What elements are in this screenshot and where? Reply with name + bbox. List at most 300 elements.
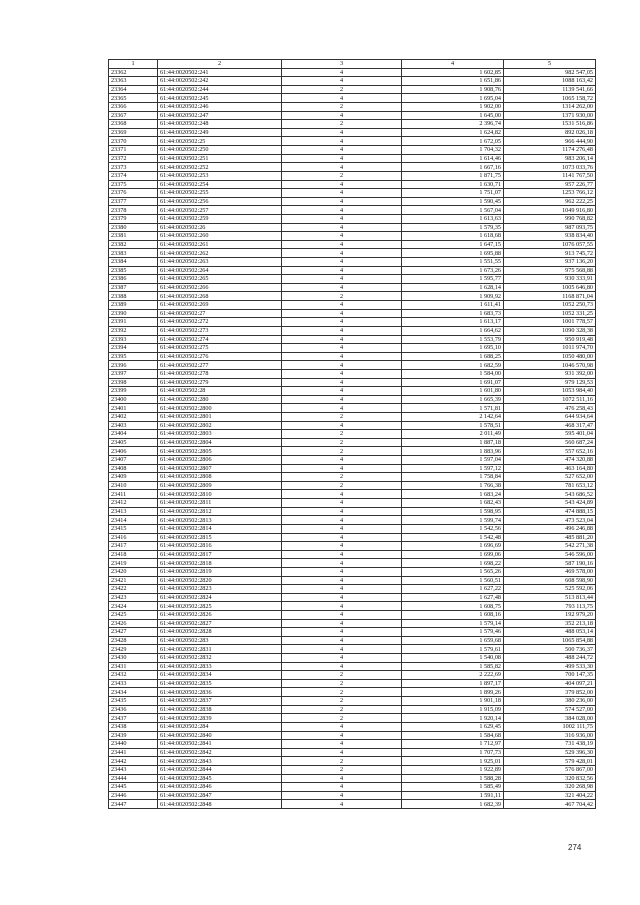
table-row bbox=[109, 120, 596, 129]
table-cell: 4 bbox=[282, 619, 402, 628]
table-cell: 966 444,90 bbox=[504, 137, 596, 146]
table-cell: 1 567,04 bbox=[402, 206, 504, 215]
table-cell: 23364 bbox=[109, 85, 158, 94]
table-cell: 1139 541,66 bbox=[504, 85, 596, 94]
table-cell: 463 164,80 bbox=[504, 464, 596, 473]
table-row bbox=[109, 154, 596, 163]
table-cell: 4 bbox=[282, 369, 402, 378]
table-cell: 892 026,18 bbox=[504, 128, 596, 137]
table-row bbox=[109, 85, 596, 94]
table-cell: 1 920,14 bbox=[402, 714, 504, 723]
table-cell: 23392 bbox=[109, 326, 158, 335]
table-cell: 23422 bbox=[109, 585, 158, 594]
table-row bbox=[109, 68, 596, 77]
table-cell: 1 925,01 bbox=[402, 757, 504, 766]
table-cell: 23382 bbox=[109, 240, 158, 249]
table-row bbox=[109, 232, 596, 241]
table-cell: 1002 111,75 bbox=[504, 722, 596, 731]
table-row bbox=[109, 378, 596, 387]
table-cell: 61:44:0020502:2846 bbox=[158, 783, 282, 792]
table-cell: 61:44:0020502:272 bbox=[158, 318, 282, 327]
table-cell: 61:44:0020502:246 bbox=[158, 103, 282, 112]
table-row bbox=[109, 722, 596, 731]
table-cell: 61:44:0020502:2827 bbox=[158, 619, 282, 628]
table-row bbox=[109, 421, 596, 430]
table-cell: 23374 bbox=[109, 171, 158, 180]
table-body bbox=[109, 68, 596, 808]
table-cell: 2 bbox=[282, 705, 402, 714]
table-cell: 23405 bbox=[109, 438, 158, 447]
table-cell: 4 bbox=[282, 576, 402, 585]
table-cell: 23440 bbox=[109, 740, 158, 749]
table-cell: 4 bbox=[282, 550, 402, 559]
table-cell: 320 832,56 bbox=[504, 774, 596, 783]
table-cell: 61:44:0020502:25 bbox=[158, 137, 282, 146]
table-cell: 1011 974,70 bbox=[504, 344, 596, 353]
table-row bbox=[109, 361, 596, 370]
table-cell: 1 553,79 bbox=[402, 335, 504, 344]
table-cell: 23420 bbox=[109, 567, 158, 576]
table-row bbox=[109, 542, 596, 551]
table-cell: 192 979,20 bbox=[504, 611, 596, 620]
table-cell: 2 bbox=[282, 103, 402, 112]
table-cell: 352 213,18 bbox=[504, 619, 596, 628]
table-cell: 23434 bbox=[109, 688, 158, 697]
table-cell: 2 011,49 bbox=[402, 430, 504, 439]
table-cell: 2 bbox=[282, 438, 402, 447]
table-cell: 23380 bbox=[109, 223, 158, 232]
table-cell: 982 547,05 bbox=[504, 68, 596, 77]
table-cell: 4 bbox=[282, 421, 402, 430]
table-cell: 1531 516,86 bbox=[504, 120, 596, 129]
table-cell: 61:44:0020502:254 bbox=[158, 180, 282, 189]
table-cell: 23431 bbox=[109, 662, 158, 671]
table-cell: 485 881,20 bbox=[504, 533, 596, 542]
table-cell: 61:44:0020502:27 bbox=[158, 309, 282, 318]
table-cell: 23383 bbox=[109, 249, 158, 258]
table-cell: 1072 511,16 bbox=[504, 395, 596, 404]
table-cell: 61:44:0020502:274 bbox=[158, 335, 282, 344]
table-cell: 61:44:0020502:241 bbox=[158, 68, 282, 77]
table-cell: 4 bbox=[282, 249, 402, 258]
table-cell: 61:44:0020502:2836 bbox=[158, 688, 282, 697]
table-row bbox=[109, 137, 596, 146]
table-cell: 61:44:0020502:265 bbox=[158, 275, 282, 284]
table-cell: 1 627,22 bbox=[402, 585, 504, 594]
table-cell: 975 568,88 bbox=[504, 266, 596, 275]
table-cell: 4 bbox=[282, 352, 402, 361]
table-cell: 23384 bbox=[109, 258, 158, 267]
table-cell: 61:44:0020502:2837 bbox=[158, 697, 282, 706]
table-cell: 1 565,26 bbox=[402, 567, 504, 576]
table-cell: 488 053,14 bbox=[504, 628, 596, 637]
table-cell: 23404 bbox=[109, 430, 158, 439]
table-cell: 1 624,82 bbox=[402, 128, 504, 137]
table-cell: 474 320,88 bbox=[504, 456, 596, 465]
table-cell: 731 438,19 bbox=[504, 740, 596, 749]
table-cell: 61:44:0020502:269 bbox=[158, 301, 282, 310]
table-row bbox=[109, 645, 596, 654]
table-row bbox=[109, 679, 596, 688]
table-cell: 1088 163,42 bbox=[504, 77, 596, 86]
table-cell: 1 551,55 bbox=[402, 258, 504, 267]
table-row bbox=[109, 240, 596, 249]
table-cell: 61:44:0020502:242 bbox=[158, 77, 282, 86]
table-cell: 4 bbox=[282, 395, 402, 404]
table-cell: 1 915,09 bbox=[402, 705, 504, 714]
table-cell: 913 745,72 bbox=[504, 249, 596, 258]
table-cell: 61:44:0020502:2845 bbox=[158, 774, 282, 783]
table-cell: 1 613,17 bbox=[402, 318, 504, 327]
table-cell: 23446 bbox=[109, 791, 158, 800]
table-cell: 4 bbox=[282, 559, 402, 568]
table-cell: 1 542,48 bbox=[402, 533, 504, 542]
table-cell: 1053 984,40 bbox=[504, 387, 596, 396]
table-cell: 990 768,82 bbox=[504, 214, 596, 223]
table-cell: 61:44:0020502:26 bbox=[158, 223, 282, 232]
table-cell: 23391 bbox=[109, 318, 158, 327]
table-cell: 316 936,00 bbox=[504, 731, 596, 740]
table-cell: 23436 bbox=[109, 705, 158, 714]
table-row bbox=[109, 464, 596, 473]
table-cell: 4 bbox=[282, 516, 402, 525]
table-row bbox=[109, 550, 596, 559]
table-cell: 23428 bbox=[109, 636, 158, 645]
table-cell: 1049 916,80 bbox=[504, 206, 596, 215]
table-row bbox=[109, 309, 596, 318]
table-cell: 23399 bbox=[109, 387, 158, 396]
table-cell: 61:44:0020502:2805 bbox=[158, 447, 282, 456]
table-cell: 61:44:0020502:278 bbox=[158, 369, 282, 378]
table-row bbox=[109, 671, 596, 680]
table-cell: 1 766,38 bbox=[402, 481, 504, 490]
table-cell: 61:44:0020502:273 bbox=[158, 326, 282, 335]
table-cell: 23369 bbox=[109, 128, 158, 137]
table-row bbox=[109, 748, 596, 757]
table-cell: 4 bbox=[282, 740, 402, 749]
table-cell: 23362 bbox=[109, 68, 158, 77]
table-cell: 4 bbox=[282, 335, 402, 344]
table-cell: 962 222,25 bbox=[504, 197, 596, 206]
table-cell: 1 584,68 bbox=[402, 731, 504, 740]
page-number: 274 bbox=[568, 843, 582, 852]
table-cell: 1 579,46 bbox=[402, 628, 504, 637]
table-row bbox=[109, 335, 596, 344]
table-row bbox=[109, 266, 596, 275]
table-cell: 1052 250,73 bbox=[504, 301, 596, 310]
table-cell: 61:44:0020502:2824 bbox=[158, 593, 282, 602]
table-cell: 61:44:0020502:2831 bbox=[158, 645, 282, 654]
table-cell: 1 887,18 bbox=[402, 438, 504, 447]
table-row bbox=[109, 490, 596, 499]
table-cell: 1 542,56 bbox=[402, 524, 504, 533]
table-cell: 4 bbox=[282, 748, 402, 757]
table-cell: 61:44:0020502:2848 bbox=[158, 800, 282, 809]
table-cell: 2 bbox=[282, 85, 402, 94]
table-row bbox=[109, 714, 596, 723]
table-row bbox=[109, 395, 596, 404]
table-row bbox=[109, 611, 596, 620]
table-cell: 4 bbox=[282, 533, 402, 542]
table-cell: 4 bbox=[282, 361, 402, 370]
table-cell: 4 bbox=[282, 585, 402, 594]
table-cell: 2 bbox=[282, 481, 402, 490]
table-cell: 527 652,00 bbox=[504, 473, 596, 482]
table-cell: 576 867,00 bbox=[504, 765, 596, 774]
table-cell: 384 028,00 bbox=[504, 714, 596, 723]
table-cell: 1 698,22 bbox=[402, 559, 504, 568]
table-cell: 23389 bbox=[109, 301, 158, 310]
table-cell: 1 673,26 bbox=[402, 266, 504, 275]
table-row bbox=[109, 344, 596, 353]
table-cell: 950 919,48 bbox=[504, 335, 596, 344]
table-cell: 1046 570,98 bbox=[504, 361, 596, 370]
table-cell: 61:44:0020502:275 bbox=[158, 344, 282, 353]
table-cell: 1 630,71 bbox=[402, 180, 504, 189]
table-cell: 1 695,88 bbox=[402, 249, 504, 258]
table-cell: 1 712,97 bbox=[402, 740, 504, 749]
table-cell: 61:44:0020502:2839 bbox=[158, 714, 282, 723]
table-cell: 61:44:0020502:266 bbox=[158, 283, 282, 292]
table-cell: 1 571,81 bbox=[402, 404, 504, 413]
table-row bbox=[109, 258, 596, 267]
table-cell: 499 533,30 bbox=[504, 662, 596, 671]
table-row bbox=[109, 576, 596, 585]
table-cell: 23426 bbox=[109, 619, 158, 628]
table-cell: 1 618,68 bbox=[402, 232, 504, 241]
table-cell: 61:44:0020502:2817 bbox=[158, 550, 282, 559]
column-header: 3 bbox=[282, 60, 402, 69]
table-cell: 930 333,91 bbox=[504, 275, 596, 284]
table-cell: 4 bbox=[282, 524, 402, 533]
table-cell: 1 590,45 bbox=[402, 197, 504, 206]
table-cell: 23390 bbox=[109, 309, 158, 318]
table-cell: 1 628,14 bbox=[402, 283, 504, 292]
table-cell: 23423 bbox=[109, 593, 158, 602]
table-cell: 1 579,14 bbox=[402, 619, 504, 628]
table-cell: 529 396,30 bbox=[504, 748, 596, 757]
table-cell: 61:44:0020502:2810 bbox=[158, 490, 282, 499]
table-cell: 320 268,98 bbox=[504, 783, 596, 792]
table-cell: 4 bbox=[282, 232, 402, 241]
table-cell: 23447 bbox=[109, 800, 158, 809]
table-row bbox=[109, 438, 596, 447]
table-cell: 1 664,62 bbox=[402, 326, 504, 335]
table-cell: 488 244,72 bbox=[504, 654, 596, 663]
table-cell: 61:44:0020502:253 bbox=[158, 171, 282, 180]
table-cell: 1 579,35 bbox=[402, 223, 504, 232]
table-cell: 1 665,39 bbox=[402, 395, 504, 404]
table-cell: 1 683,24 bbox=[402, 490, 504, 499]
column-header: 4 bbox=[402, 60, 504, 69]
table-cell: 793 113,75 bbox=[504, 602, 596, 611]
table-cell: 23412 bbox=[109, 499, 158, 508]
table-cell: 23375 bbox=[109, 180, 158, 189]
table-cell: 1 704,32 bbox=[402, 146, 504, 155]
table-cell: 1065 158,72 bbox=[504, 94, 596, 103]
table-cell: 1 695,04 bbox=[402, 94, 504, 103]
table-cell: 61:44:0020502:2825 bbox=[158, 602, 282, 611]
table-cell: 61:44:0020502:263 bbox=[158, 258, 282, 267]
table-row bbox=[109, 585, 596, 594]
table-cell: 1 871,75 bbox=[402, 171, 504, 180]
table-cell: 23442 bbox=[109, 757, 158, 766]
table-row bbox=[109, 387, 596, 396]
table-cell: 543 424,89 bbox=[504, 499, 596, 508]
table-cell: 61:44:0020502:244 bbox=[158, 85, 282, 94]
table-cell: 61:44:0020502:279 bbox=[158, 378, 282, 387]
table-row bbox=[109, 352, 596, 361]
table-cell: 23424 bbox=[109, 602, 158, 611]
data-table bbox=[108, 59, 596, 809]
table-row bbox=[109, 559, 596, 568]
table-cell: 4 bbox=[282, 636, 402, 645]
table-cell: 4 bbox=[282, 593, 402, 602]
table-cell: 61:44:0020502:2840 bbox=[158, 731, 282, 740]
table-cell: 1 578,51 bbox=[402, 421, 504, 430]
table-cell: 23435 bbox=[109, 697, 158, 706]
column-header: 1 bbox=[109, 60, 158, 69]
table-row bbox=[109, 206, 596, 215]
table-cell: 574 527,00 bbox=[504, 705, 596, 714]
table-cell: 587 190,16 bbox=[504, 559, 596, 568]
table-cell: 61:44:0020502:259 bbox=[158, 214, 282, 223]
table-cell: 4 bbox=[282, 783, 402, 792]
table-cell: 4 bbox=[282, 464, 402, 473]
table-row bbox=[109, 705, 596, 714]
table-cell: 4 bbox=[282, 214, 402, 223]
table-cell: 1 585,49 bbox=[402, 783, 504, 792]
table-cell: 2 bbox=[282, 473, 402, 482]
table-cell: 23363 bbox=[109, 77, 158, 86]
table-cell: 23432 bbox=[109, 671, 158, 680]
table-row bbox=[109, 249, 596, 258]
table-cell: 496 246,88 bbox=[504, 524, 596, 533]
table-row bbox=[109, 757, 596, 766]
table-row bbox=[109, 791, 596, 800]
table-row bbox=[109, 318, 596, 327]
table-cell: 23430 bbox=[109, 654, 158, 663]
table-cell: 1 695,10 bbox=[402, 344, 504, 353]
table-cell: 2 bbox=[282, 757, 402, 766]
table-cell: 1 611,41 bbox=[402, 301, 504, 310]
table-cell: 476 258,43 bbox=[504, 404, 596, 413]
table-cell: 1 588,28 bbox=[402, 774, 504, 783]
table-cell: 608 598,90 bbox=[504, 576, 596, 585]
table-cell: 595 401,04 bbox=[504, 430, 596, 439]
table-cell: 4 bbox=[282, 240, 402, 249]
table-row bbox=[109, 731, 596, 740]
table-cell: 61:44:0020502:2801 bbox=[158, 412, 282, 421]
table-cell: 23445 bbox=[109, 783, 158, 792]
table-cell: 1073 033,76 bbox=[504, 163, 596, 172]
table-cell: 23372 bbox=[109, 154, 158, 163]
table-cell: 1 901,18 bbox=[402, 697, 504, 706]
table-cell: 4 bbox=[282, 662, 402, 671]
table-cell: 61:44:0020502:283 bbox=[158, 636, 282, 645]
table-cell: 61:44:0020502:260 bbox=[158, 232, 282, 241]
table-cell: 61:44:0020502:2832 bbox=[158, 654, 282, 663]
table-cell: 23376 bbox=[109, 189, 158, 198]
table-cell: 2 222,69 bbox=[402, 671, 504, 680]
table-cell: 23402 bbox=[109, 412, 158, 421]
table-cell: 1253 766,12 bbox=[504, 189, 596, 198]
table-cell: 1 647,15 bbox=[402, 240, 504, 249]
table-cell: 61:44:0020502:284 bbox=[158, 722, 282, 731]
table-cell: 61:44:0020502:2842 bbox=[158, 748, 282, 757]
table-cell: 1 696,69 bbox=[402, 542, 504, 551]
table-cell: 23415 bbox=[109, 524, 158, 533]
table-cell: 1371 930,00 bbox=[504, 111, 596, 120]
table-cell: 781 653,12 bbox=[504, 481, 596, 490]
table-cell: 61:44:0020502:255 bbox=[158, 189, 282, 198]
table-cell: 4 bbox=[282, 326, 402, 335]
table-cell: 2 396,74 bbox=[402, 120, 504, 129]
table-cell: 23395 bbox=[109, 352, 158, 361]
table-cell: 931 392,00 bbox=[504, 369, 596, 378]
table-cell: 525 592,06 bbox=[504, 585, 596, 594]
table-cell: 4 bbox=[282, 404, 402, 413]
table-cell: 61:44:0020502:250 bbox=[158, 146, 282, 155]
table-cell: 560 687,24 bbox=[504, 438, 596, 447]
table-cell: 4 bbox=[282, 490, 402, 499]
table-cell: 1 909,92 bbox=[402, 292, 504, 301]
table-cell: 23417 bbox=[109, 542, 158, 551]
table-cell: 1 591,11 bbox=[402, 791, 504, 800]
table-cell: 23444 bbox=[109, 774, 158, 783]
table-cell: 4 bbox=[282, 163, 402, 172]
table-cell: 1 667,16 bbox=[402, 163, 504, 172]
table-cell: 61:44:0020502:2838 bbox=[158, 705, 282, 714]
table-cell: 1 659,68 bbox=[402, 636, 504, 645]
table-row bbox=[109, 111, 596, 120]
table-cell: 23408 bbox=[109, 464, 158, 473]
table-cell: 1 688,25 bbox=[402, 352, 504, 361]
table-row bbox=[109, 774, 596, 783]
table-row bbox=[109, 516, 596, 525]
table-cell: 61:44:0020502:257 bbox=[158, 206, 282, 215]
table-row bbox=[109, 214, 596, 223]
table-cell: 61:44:0020502:2841 bbox=[158, 740, 282, 749]
table-cell: 1 540,08 bbox=[402, 654, 504, 663]
table-cell: 4 bbox=[282, 266, 402, 275]
table-cell: 61:44:0020502:251 bbox=[158, 154, 282, 163]
table-cell: 1 751,07 bbox=[402, 189, 504, 198]
table-row bbox=[109, 765, 596, 774]
table-row bbox=[109, 369, 596, 378]
table-cell: 2 bbox=[282, 292, 402, 301]
table-cell: 1 560,51 bbox=[402, 576, 504, 585]
table-cell: 1 598,95 bbox=[402, 507, 504, 516]
table-row bbox=[109, 654, 596, 663]
table-cell: 1 585,82 bbox=[402, 662, 504, 671]
table-cell: 1 883,96 bbox=[402, 447, 504, 456]
table-cell: 4 bbox=[282, 344, 402, 353]
table-cell: 1001 778,57 bbox=[504, 318, 596, 327]
table-cell: 61:44:0020502:2807 bbox=[158, 464, 282, 473]
table-row bbox=[109, 283, 596, 292]
table-cell: 1 608,75 bbox=[402, 602, 504, 611]
table-cell: 61:44:0020502:264 bbox=[158, 266, 282, 275]
table-cell: 4 bbox=[282, 137, 402, 146]
table-cell: 469 578,00 bbox=[504, 567, 596, 576]
table-cell: 23366 bbox=[109, 103, 158, 112]
table-cell: 61:44:0020502:262 bbox=[158, 249, 282, 258]
table-cell: 1005 646,80 bbox=[504, 283, 596, 292]
table-cell: 379 852,00 bbox=[504, 688, 596, 697]
table-cell: 1 645,00 bbox=[402, 111, 504, 120]
table-row bbox=[109, 447, 596, 456]
